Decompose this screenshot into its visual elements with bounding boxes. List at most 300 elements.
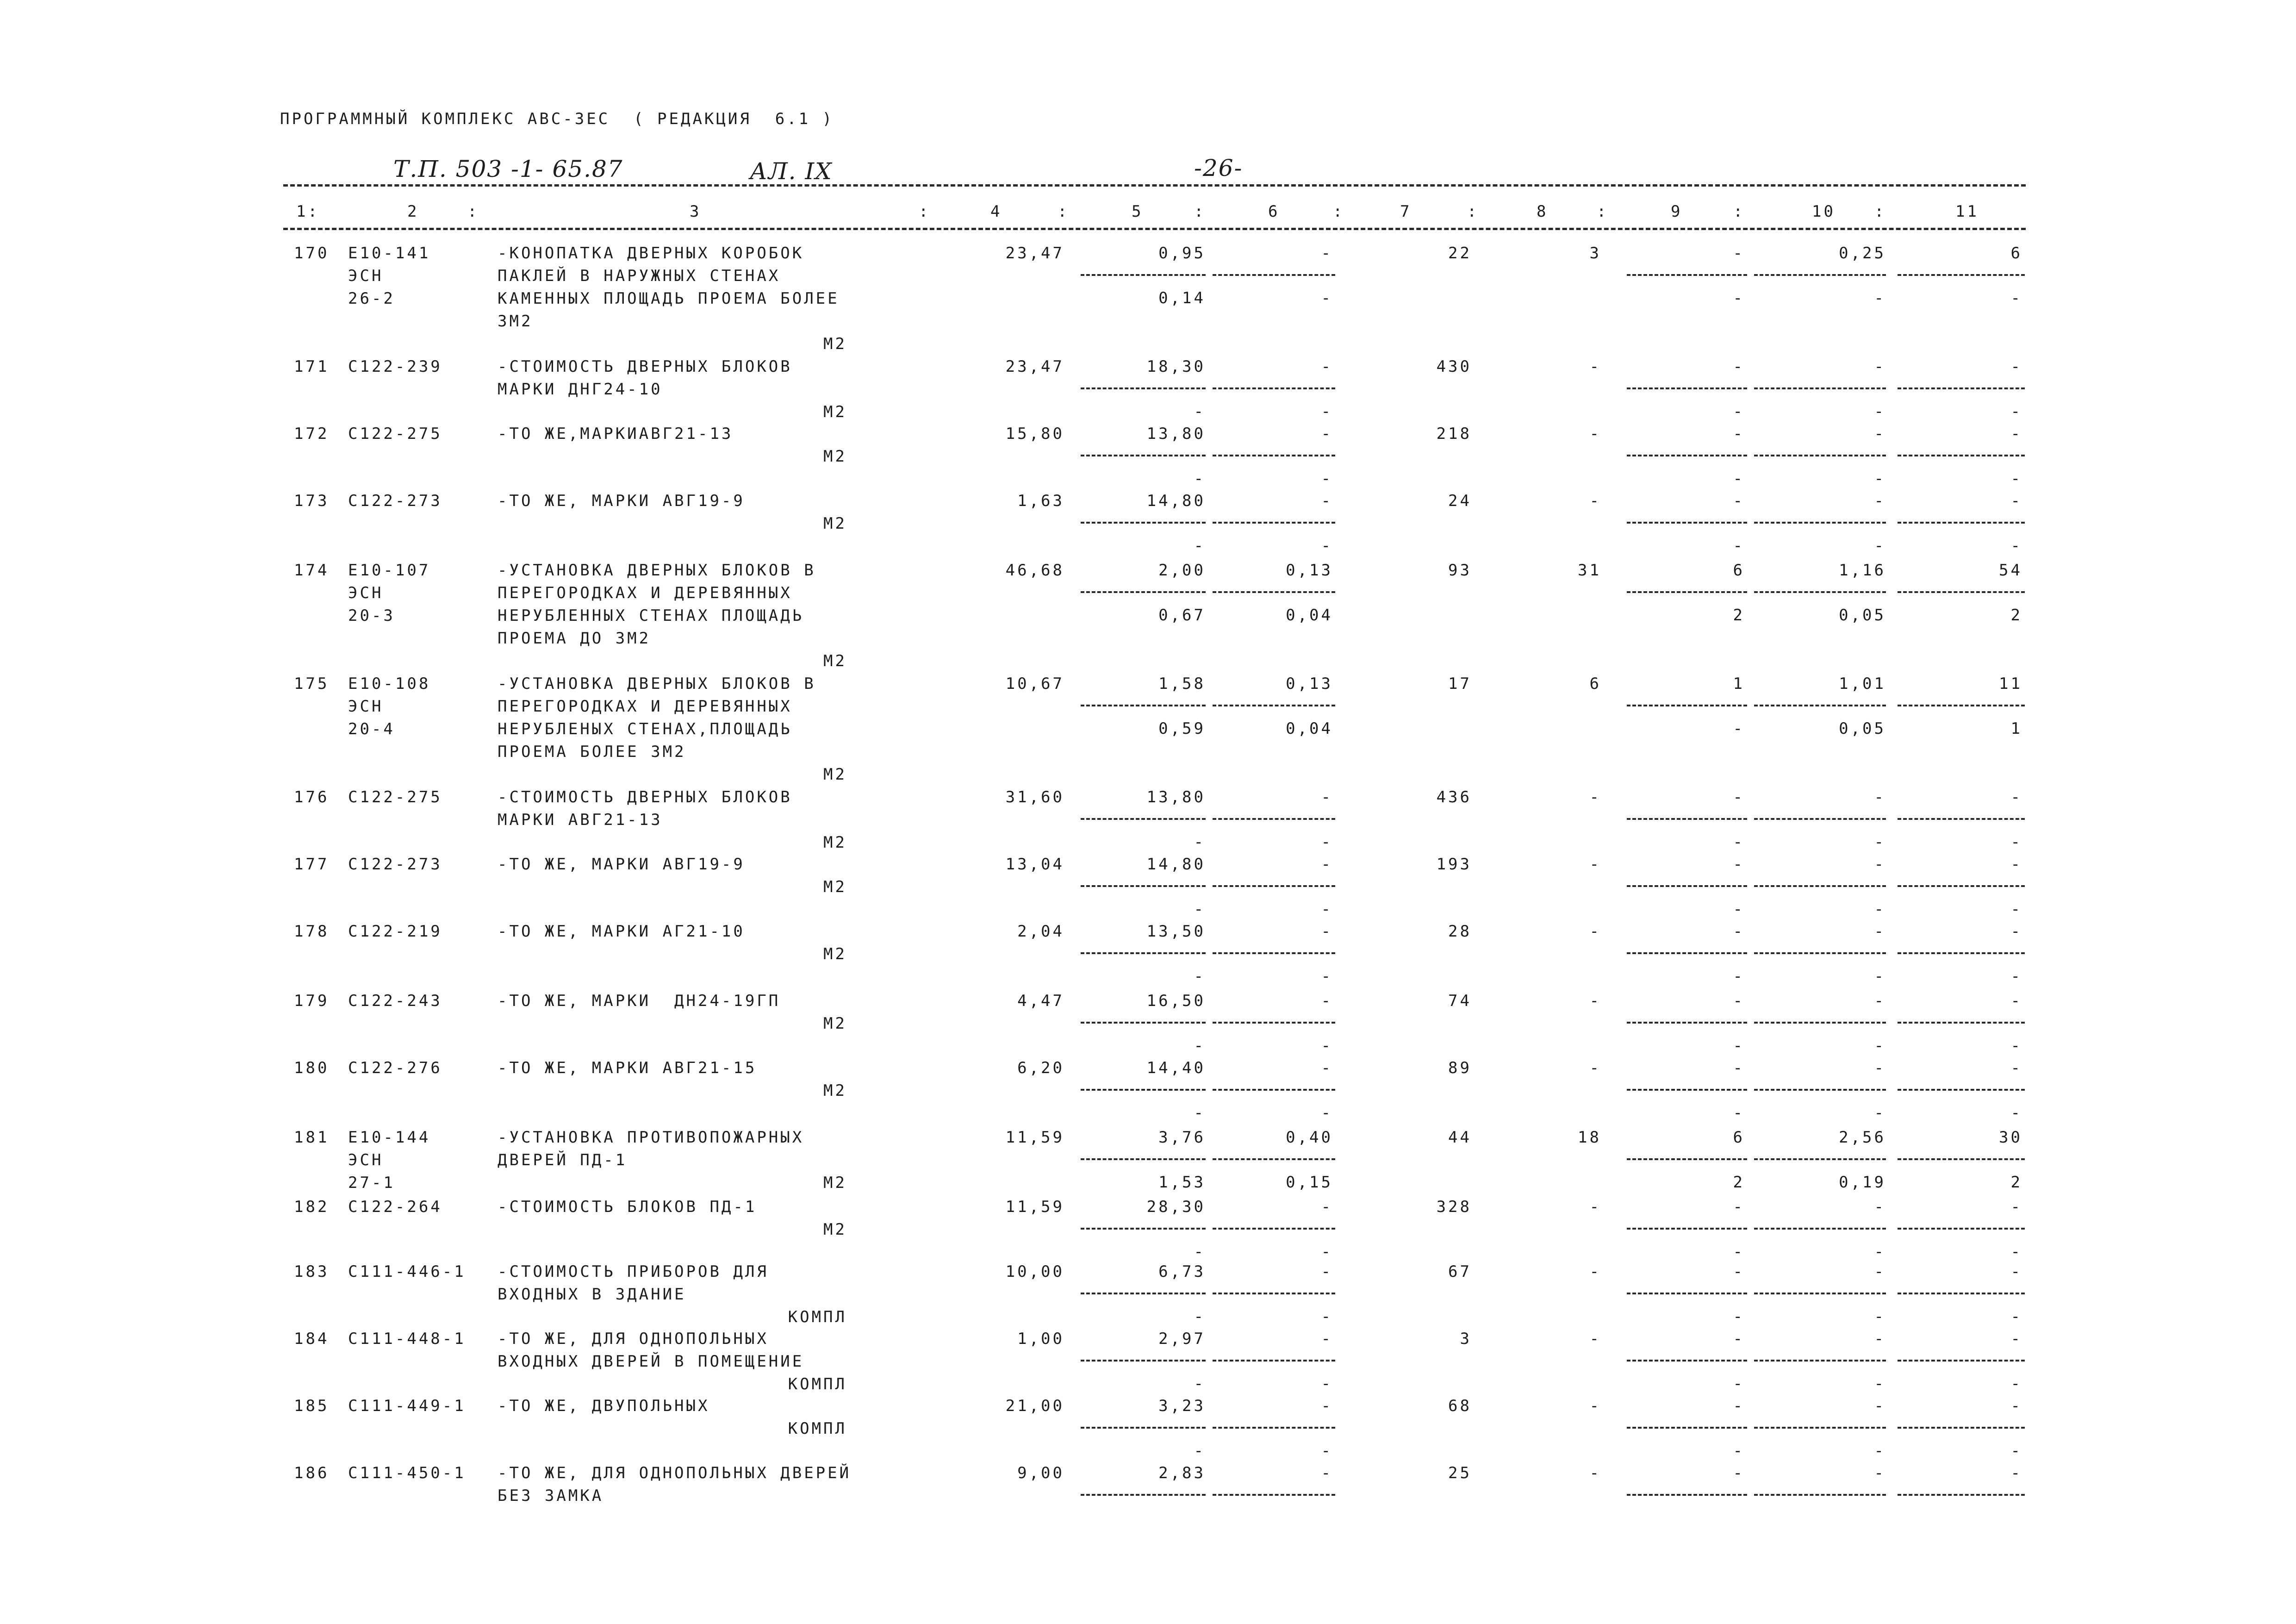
- unit-cost-machine-wages: -: [1321, 967, 1333, 986]
- cost-underline: [1627, 1228, 1747, 1230]
- unit-cost-wages: -: [1194, 1442, 1206, 1460]
- cost-underline: [1898, 274, 2025, 276]
- unit-of-measure: М2: [823, 514, 847, 533]
- unit-cost-machine-wages: 0,15: [1286, 1173, 1333, 1192]
- total-cost: 193: [1436, 855, 1472, 874]
- column-separator: :: [1194, 202, 1206, 221]
- total-cost: 25: [1448, 1464, 1472, 1482]
- unit-cost-wages: 0,67: [1158, 606, 1206, 625]
- cost-underline: [1898, 387, 2025, 389]
- unit-cost-machines: -: [1321, 244, 1333, 262]
- cost-underline: [1081, 952, 1206, 954]
- price-code: С122-275: [348, 425, 442, 443]
- cost-underline: [1898, 455, 2025, 456]
- unit-cost-machine-wages: -: [1321, 1442, 1333, 1460]
- labour-total: -: [2010, 1464, 2022, 1482]
- labour-per-unit: -: [1874, 1464, 1886, 1482]
- column-separator: :: [1333, 202, 1345, 221]
- total-machines: -: [1733, 1059, 1745, 1077]
- total-cost: 430: [1436, 357, 1472, 376]
- unit-cost-total: 28,30: [1146, 1198, 1206, 1216]
- cost-underline: [1898, 1427, 2025, 1429]
- unit-cost-machines: -: [1321, 1262, 1333, 1281]
- work-description: НЕРУБЛЕНЫХ СТЕНАХ,ПЛОЩАДЬ: [498, 720, 792, 738]
- total-wages: 6: [1589, 675, 1601, 693]
- quantity: 46,68: [1005, 561, 1064, 580]
- price-source: ЭСН: [348, 697, 384, 716]
- total-machines: -: [1733, 1262, 1745, 1281]
- column-header: 7: [1400, 202, 1412, 221]
- labour-machinists-per-unit: -: [1874, 1307, 1886, 1326]
- unit-of-measure: М2: [823, 403, 847, 421]
- unit-cost-total: 0,95: [1158, 244, 1206, 262]
- labour-total: -: [2010, 1330, 2022, 1348]
- labour-machinists-per-unit: -: [1874, 1243, 1886, 1261]
- total-machine-wages: -: [1733, 1104, 1745, 1122]
- total-machine-wages: -: [1733, 900, 1745, 918]
- cost-underline: [1898, 1293, 2025, 1294]
- labour-machinists-per-unit: -: [1874, 833, 1886, 851]
- labour-total: -: [2010, 425, 2022, 443]
- work-description: ДВЕРЕЙ ПД-1: [498, 1151, 628, 1169]
- work-description: -СТОИМОСТЬ ПРИБОРОВ ДЛЯ: [498, 1262, 769, 1281]
- unit-cost-total: 16,50: [1146, 992, 1206, 1010]
- total-wages: -: [1589, 788, 1601, 806]
- unit-cost-total: 1,58: [1158, 675, 1206, 693]
- unit-cost-machines: -: [1321, 992, 1333, 1010]
- unit-cost-total: 14,80: [1146, 855, 1206, 874]
- unit-cost-total: 13,80: [1146, 425, 1206, 443]
- cost-underline: [1898, 818, 2025, 820]
- cost-underline: [1627, 1293, 1747, 1294]
- cost-underline: [1213, 455, 1335, 456]
- total-cost: 28: [1448, 922, 1472, 941]
- row-number: 170: [294, 244, 330, 262]
- total-machine-wages: -: [1733, 1374, 1745, 1393]
- cost-underline: [1081, 1089, 1206, 1091]
- cost-underline: [1081, 1360, 1206, 1362]
- cost-underline: [1213, 387, 1335, 389]
- cost-underline: [1627, 1158, 1747, 1160]
- labour-per-unit: -: [1874, 357, 1886, 376]
- labour-machinists-per-unit: -: [1874, 402, 1886, 421]
- unit-of-measure: М2: [823, 335, 847, 353]
- labour-machinists-per-unit: -: [1874, 1104, 1886, 1122]
- cost-underline: [1898, 1158, 2025, 1160]
- unit-cost-machines: -: [1321, 788, 1333, 806]
- unit-cost-total: 2,97: [1158, 1330, 1206, 1348]
- total-machine-wages: -: [1733, 719, 1745, 738]
- labour-per-unit: -: [1874, 1397, 1886, 1415]
- labour-machinists-per-unit: -: [1874, 1442, 1886, 1460]
- quantity: 23,47: [1005, 357, 1064, 376]
- cost-underline: [1213, 818, 1335, 820]
- work-description: -ТО ЖЕ, МАРКИ АГ21-10: [498, 922, 745, 941]
- labour-total: -: [2010, 1198, 2022, 1216]
- cost-underline: [1754, 885, 1886, 887]
- unit-cost-total: 13,80: [1146, 788, 1206, 806]
- unit-of-measure: М2: [823, 1014, 847, 1033]
- cost-underline: [1627, 387, 1747, 389]
- unit-cost-machine-wages: 0,04: [1286, 719, 1333, 738]
- cost-underline: [1754, 1158, 1886, 1160]
- cost-underline: [1081, 455, 1206, 456]
- cost-underline: [1627, 1494, 1747, 1496]
- unit-of-measure: М2: [823, 1081, 847, 1100]
- labour-total: -: [2010, 992, 2022, 1010]
- labour-machinists-total: -: [2010, 900, 2022, 918]
- cost-underline: [1754, 1293, 1886, 1294]
- total-machines: -: [1733, 492, 1745, 510]
- cost-underline: [1754, 1228, 1886, 1230]
- cost-underline: [1754, 1494, 1886, 1496]
- labour-machinists-total: -: [2010, 967, 2022, 986]
- row-number: 179: [294, 992, 330, 1010]
- quantity: 6,20: [1017, 1059, 1064, 1077]
- price-code: С111-446-1: [348, 1262, 466, 1281]
- work-description: ПЕРЕГОРОДКАХ И ДЕРЕВЯННЫХ: [498, 584, 792, 602]
- total-machines: -: [1733, 1397, 1745, 1415]
- row-number: 172: [294, 425, 330, 443]
- labour-per-unit: 1,01: [1839, 675, 1886, 693]
- price-code: С111-449-1: [348, 1397, 466, 1415]
- cost-underline: [1213, 522, 1335, 524]
- work-description: -ТО ЖЕ, МАРКИ АВГ21-15: [498, 1059, 757, 1077]
- row-number: 176: [294, 788, 330, 806]
- unit-cost-wages: 1,53: [1158, 1173, 1206, 1192]
- column-separator: :: [1467, 202, 1479, 221]
- cost-underline: [1627, 455, 1747, 456]
- work-description: -ТО ЖЕ, ДЛЯ ОДНОПОЛЬНЫХ: [498, 1330, 769, 1348]
- work-description: ПАКЛЕЙ В НАРУЖНЫХ СТЕНАХ: [498, 267, 781, 285]
- labour-per-unit: -: [1874, 788, 1886, 806]
- unit-of-measure: М2: [823, 652, 847, 670]
- cost-underline: [1081, 1158, 1206, 1160]
- cost-underline: [1081, 274, 1206, 276]
- unit-cost-wages: 0,59: [1158, 719, 1206, 738]
- work-description: НЕРУБЛЕННЫХ СТЕНАХ ПЛОЩАДЬ: [498, 606, 804, 625]
- unit-cost-machine-wages: -: [1321, 1037, 1333, 1055]
- row-number: 171: [294, 357, 330, 376]
- work-description: -УСТАНОВКА ДВЕРНЫХ БЛОКОВ В: [498, 561, 816, 580]
- quantity: 10,00: [1005, 1262, 1064, 1281]
- quantity: 11,59: [1005, 1128, 1064, 1147]
- cost-underline: [1898, 952, 2025, 954]
- unit-of-measure: КОМПЛ: [788, 1308, 847, 1326]
- quantity: 9,00: [1017, 1464, 1064, 1482]
- work-description: -СТОИМОСТЬ БЛОКОВ ПД-1: [498, 1198, 757, 1216]
- cost-underline: [1754, 591, 1886, 593]
- total-machine-wages: -: [1733, 1037, 1745, 1055]
- unit-cost-total: 2,83: [1158, 1464, 1206, 1482]
- total-machines: -: [1733, 788, 1745, 806]
- unit-cost-machine-wages: -: [1321, 1104, 1333, 1122]
- unit-cost-wages: -: [1194, 1104, 1206, 1122]
- column-header: 1: [296, 202, 308, 221]
- cost-underline: [1754, 1089, 1886, 1091]
- total-cost: 3: [1460, 1330, 1472, 1348]
- column-separator: :: [919, 202, 931, 221]
- cost-underline: [1754, 818, 1886, 820]
- labour-machinists-total: -: [2010, 1374, 2022, 1393]
- unit-cost-machine-wages: -: [1321, 1243, 1333, 1261]
- cost-underline: [1754, 1022, 1886, 1024]
- labour-machinists-per-unit: -: [1874, 900, 1886, 918]
- cost-underline: [1213, 885, 1335, 887]
- total-cost: 436: [1436, 788, 1472, 806]
- cost-underline: [1213, 1022, 1335, 1024]
- total-cost: 17: [1448, 675, 1472, 693]
- unit-cost-machines: -: [1321, 425, 1333, 443]
- column-header: 9: [1671, 202, 1683, 221]
- cost-underline: [1754, 455, 1886, 456]
- labour-machinists-total: -: [2010, 1037, 2022, 1055]
- unit-of-measure: М2: [823, 1220, 847, 1239]
- total-machines: -: [1733, 1198, 1745, 1216]
- row-number: 182: [294, 1198, 330, 1216]
- work-description: -ТО ЖЕ, МАРКИ АВГ19-9: [498, 855, 745, 874]
- labour-total: -: [2010, 788, 2022, 806]
- quantity: 15,80: [1005, 425, 1064, 443]
- work-description: -УСТАНОВКА ПРОТИВОПОЖАРНЫХ: [498, 1128, 804, 1147]
- labour-machinists-total: 2: [2010, 1173, 2022, 1192]
- unit-cost-machine-wages: -: [1321, 1374, 1333, 1393]
- total-cost: 22: [1448, 244, 1472, 262]
- work-description: -СТОИМОСТЬ ДВЕРНЫХ БЛОКОВ: [498, 357, 792, 376]
- total-wages: -: [1589, 425, 1601, 443]
- total-cost: 218: [1436, 425, 1472, 443]
- unit-cost-wages: -: [1194, 402, 1206, 421]
- price-reference: 26-2: [348, 289, 395, 308]
- cost-underline: [1213, 591, 1335, 593]
- work-description: -КОНОПАТКА ДВЕРНЫХ КОРОБОК: [498, 244, 804, 262]
- unit-cost-machine-wages: -: [1321, 1307, 1333, 1326]
- cost-underline: [1754, 1360, 1886, 1362]
- program-header: ПРОГРАММНЫЙ КОМПЛЕКС АВС-ЗЕС ( РЕДАКЦИЯ 6.1 ): [280, 110, 834, 128]
- labour-total: -: [2010, 1397, 2022, 1415]
- labour-machinists-per-unit: -: [1874, 289, 1886, 307]
- labour-machinists-per-unit: 0,05: [1839, 719, 1886, 738]
- total-machines: 6: [1733, 1128, 1745, 1147]
- document-code: Т.П. 503 -1- 65.87: [393, 156, 623, 182]
- quantity: 10,67: [1005, 675, 1064, 693]
- unit-cost-total: 18,30: [1146, 357, 1206, 376]
- cost-underline: [1754, 522, 1886, 524]
- cost-underline: [1081, 1427, 1206, 1429]
- column-separator: :: [467, 202, 479, 221]
- unit-of-measure: КОМПЛ: [788, 1419, 847, 1438]
- quantity: 23,47: [1005, 244, 1064, 262]
- cost-underline: [1627, 1360, 1747, 1362]
- row-number: 173: [294, 492, 330, 510]
- unit-of-measure: М2: [823, 1174, 847, 1192]
- cost-underline: [1627, 522, 1747, 524]
- row-number: 185: [294, 1397, 330, 1415]
- cost-underline: [1898, 1089, 2025, 1091]
- labour-total: -: [2010, 922, 2022, 941]
- labour-machinists-total: 2: [2010, 606, 2022, 625]
- cost-underline: [1627, 952, 1747, 954]
- unit-cost-machines: 0,40: [1286, 1128, 1333, 1147]
- labour-machinists-total: -: [2010, 833, 2022, 851]
- cost-underline: [1213, 1158, 1335, 1160]
- unit-cost-machine-wages: -: [1321, 900, 1333, 918]
- labour-machinists-per-unit: 0,05: [1839, 606, 1886, 625]
- unit-of-measure: М2: [823, 833, 847, 852]
- row-number: 183: [294, 1262, 330, 1281]
- total-machines: -: [1733, 1330, 1745, 1348]
- cost-underline: [1081, 522, 1206, 524]
- column-header: 11: [1955, 202, 1979, 221]
- labour-machinists-total: 1: [2010, 719, 2022, 738]
- cost-underline: [1627, 705, 1747, 706]
- price-code: С122-219: [348, 922, 442, 941]
- column-separator: :: [308, 202, 320, 221]
- labour-total: -: [2010, 855, 2022, 874]
- work-description: -ТО ЖЕ, МАРКИ ДН24-19ГП: [498, 992, 781, 1010]
- cost-underline: [1754, 387, 1886, 389]
- labour-machinists-per-unit: 0,19: [1839, 1173, 1886, 1192]
- total-machines: 6: [1733, 561, 1745, 580]
- total-wages: -: [1589, 1464, 1601, 1482]
- total-wages: 3: [1589, 244, 1601, 262]
- unit-cost-wages: -: [1194, 1307, 1206, 1326]
- labour-total: -: [2010, 492, 2022, 510]
- column-separator: :: [1874, 202, 1886, 221]
- labour-total: -: [2010, 1262, 2022, 1281]
- total-wages: -: [1589, 992, 1601, 1010]
- cost-underline: [1627, 1089, 1747, 1091]
- unit-cost-total: 13,50: [1146, 922, 1206, 941]
- price-reference: 27-1: [348, 1174, 395, 1192]
- total-wages: 31: [1578, 561, 1601, 580]
- unit-cost-machines: 0,13: [1286, 561, 1333, 580]
- cost-underline: [1754, 952, 1886, 954]
- total-machine-wages: -: [1733, 1243, 1745, 1261]
- work-description: МАРКИ АВГ21-13: [498, 811, 663, 829]
- quantity: 31,60: [1005, 788, 1064, 806]
- cost-underline: [1898, 705, 2025, 706]
- labour-machinists-total: -: [2010, 537, 2022, 555]
- unit-cost-total: 3,76: [1158, 1128, 1206, 1147]
- total-wages: -: [1589, 1262, 1601, 1281]
- cost-underline: [1213, 1360, 1335, 1362]
- work-description: ВХОДНЫХ ДВЕРЕЙ В ПОМЕЩЕНИЕ: [498, 1352, 804, 1371]
- price-source: ЭСН: [348, 584, 384, 602]
- total-machines: -: [1733, 244, 1745, 262]
- total-machines: -: [1733, 855, 1745, 874]
- unit-of-measure: М2: [823, 447, 847, 466]
- labour-total: 54: [1999, 561, 2022, 580]
- cost-underline: [1081, 1022, 1206, 1024]
- labour-total: 11: [1999, 675, 2022, 693]
- work-description: ПРОЕМА ДО 3М2: [498, 629, 651, 648]
- total-cost: 24: [1448, 492, 1472, 510]
- unit-cost-machines: -: [1321, 1397, 1333, 1415]
- cost-underline: [1627, 274, 1747, 276]
- cost-underline: [1627, 1022, 1747, 1024]
- work-description: ВХОДНЫХ В ЗДАНИЕ: [498, 1285, 686, 1304]
- cost-underline: [1898, 885, 2025, 887]
- labour-per-unit: -: [1874, 922, 1886, 941]
- cost-underline: [1213, 1427, 1335, 1429]
- labour-machinists-total: -: [2010, 1442, 2022, 1460]
- row-number: 180: [294, 1059, 330, 1077]
- cost-underline: [1627, 818, 1747, 820]
- price-code: Е10-107: [348, 561, 431, 580]
- price-code: С122-273: [348, 855, 442, 874]
- labour-machinists-per-unit: -: [1874, 1374, 1886, 1393]
- total-machines: -: [1733, 425, 1745, 443]
- unit-cost-wages: -: [1194, 967, 1206, 986]
- labour-machinists-per-unit: -: [1874, 537, 1886, 555]
- work-description: -УСТАНОВКА ДВЕРНЫХ БЛОКОВ В: [498, 675, 816, 693]
- unit-cost-machine-wages: -: [1321, 289, 1333, 307]
- unit-cost-wages: -: [1194, 1374, 1206, 1393]
- cost-underline: [1627, 885, 1747, 887]
- page-number: -26-: [1194, 155, 1243, 181]
- labour-total: -: [2010, 357, 2022, 376]
- unit-cost-total: 3,23: [1158, 1397, 1206, 1415]
- unit-cost-machines: -: [1321, 855, 1333, 874]
- labour-machinists-total: -: [2010, 289, 2022, 307]
- work-description: МАРКИ ДНГ24-10: [498, 380, 663, 399]
- work-description: ПЕРЕГОРОДКАХ И ДЕРЕВЯННЫХ: [498, 697, 792, 716]
- labour-machinists-total: -: [2010, 1243, 2022, 1261]
- quantity: 1,63: [1017, 492, 1064, 510]
- cost-underline: [1754, 274, 1886, 276]
- unit-cost-machines: -: [1321, 922, 1333, 941]
- table-top-rule: [283, 184, 2026, 187]
- row-number: 184: [294, 1330, 330, 1348]
- price-code: С122-243: [348, 992, 442, 1010]
- labour-per-unit: -: [1874, 425, 1886, 443]
- total-wages: -: [1589, 922, 1601, 941]
- column-header: 3: [690, 202, 702, 221]
- price-code: С111-448-1: [348, 1330, 466, 1348]
- cost-underline: [1627, 591, 1747, 593]
- unit-cost-machines: -: [1321, 1059, 1333, 1077]
- total-cost: 68: [1448, 1397, 1472, 1415]
- labour-machinists-total: -: [2010, 1307, 2022, 1326]
- price-code: Е10-108: [348, 675, 431, 693]
- labour-per-unit: -: [1874, 492, 1886, 510]
- unit-cost-machine-wages: -: [1321, 833, 1333, 851]
- unit-cost-machines: -: [1321, 357, 1333, 376]
- cost-underline: [1898, 1360, 2025, 1362]
- total-cost: 89: [1448, 1059, 1472, 1077]
- unit-cost-machine-wages: -: [1321, 537, 1333, 555]
- column-header: 4: [990, 202, 1002, 221]
- total-cost: 74: [1448, 992, 1472, 1010]
- labour-per-unit: -: [1874, 1262, 1886, 1281]
- total-machines: 1: [1733, 675, 1745, 693]
- price-code: С122-273: [348, 492, 442, 510]
- total-wages: -: [1589, 855, 1601, 874]
- total-machine-wages: -: [1733, 1307, 1745, 1326]
- unit-cost-total: 14,40: [1146, 1059, 1206, 1077]
- total-machine-wages: -: [1733, 833, 1745, 851]
- work-description: КАМЕННЫХ ПЛОЩАДЬ ПРОЕМА БОЛЕЕ: [498, 289, 840, 308]
- price-code: Е10-141: [348, 244, 431, 262]
- price-code: С122-264: [348, 1198, 442, 1216]
- cost-underline: [1213, 1089, 1335, 1091]
- quantity: 13,04: [1005, 855, 1064, 874]
- total-machine-wages: -: [1733, 1442, 1745, 1460]
- total-cost: 328: [1436, 1198, 1472, 1216]
- work-description: -ТО ЖЕ,МАРКИАВГ21-13: [498, 425, 734, 443]
- unit-cost-total: 6,73: [1158, 1262, 1206, 1281]
